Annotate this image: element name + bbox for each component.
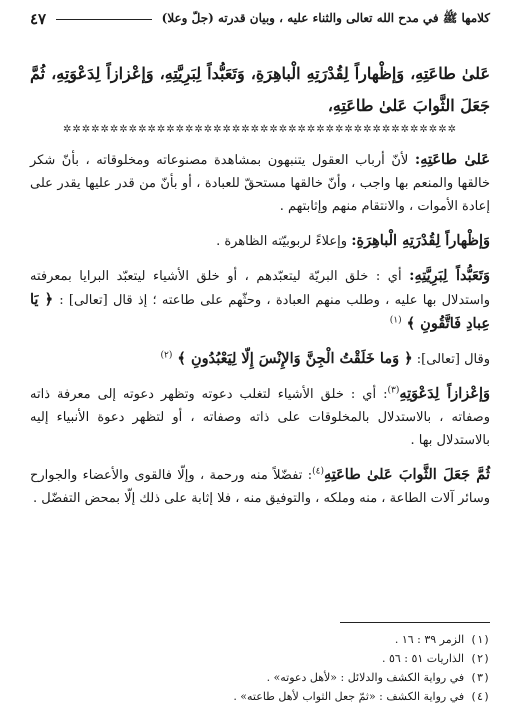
paragraph-text: : تفضّلاً منه ورحمة ، وإلّا فالقوى والأعضاء والجوارح وسائر آلات الطاعة ، منه وملكه ، والتوفيق منه ، فلا إثابة على ذلك إلّا بمحض التفضّل . <box>30 468 490 506</box>
paragraph <box>30 148 490 218</box>
footnote <box>30 668 490 687</box>
paragraph-lead: وَتَعَبُّداً لِبَرِيَّتِهِ: <box>409 267 490 284</box>
footnote <box>30 630 490 649</box>
footnote-ref[interactable]: (٢) <box>160 350 173 361</box>
paragraph-lead: ثُمَّ جَعَلَ الثَّوابَ عَلىٰ طاعَتِهِ <box>324 466 490 483</box>
footnote-number: (٣) <box>470 671 490 684</box>
paragraph-text: : أي : خلق الأشياء لتغلب دعوته وتظهر دعوته إلى معرفة ذاته وصفاته ، بالاستدلال بالمخلوقات على ذاته وصفاته ، أو لتظهر دعوة الأنبياء إليه بالاستدلال بها . <box>30 387 490 448</box>
paragraph-lead: وَإظْهاراً لِقُدْرَتِهِ الْباهِرَةِ: <box>351 232 490 249</box>
footnote-ref[interactable]: (٣) <box>387 385 400 396</box>
paragraph-text: أي : خلق البريّة ليتعبّدهم ، أو خلق الأشياء ليتعبّد البرايا بمعرفته واستدلال بها عليه ، وطلب منهم العبادة ، وحثّهم على طاعته ؛ إذ قال [تعالى] : <box>30 269 491 308</box>
paragraph-text: وقال [تعالى]: <box>412 352 490 367</box>
footnote-number: (٢) <box>470 652 490 665</box>
header-title: كلامها ﷺ في مدح الله تعالى والثناء عليه ، وبيان قدرته (جلّ وعلا) <box>161 10 490 25</box>
paragraph <box>30 264 490 336</box>
footnote-ref[interactable]: (٤) <box>312 466 324 477</box>
paragraph-lead: وَإعْزازاً لِدَعْوَتِهِ <box>399 385 490 402</box>
footnote-text: الزمر ٣٩ : ١٦ . <box>394 633 465 646</box>
page-number: ٤٧ <box>30 10 47 28</box>
quran-verse: ﴿ يَا عِبادِ فَاتَّقُونِ ﴾ <box>30 291 490 332</box>
footnote-number: (٤) <box>470 690 490 703</box>
footnote <box>30 649 490 668</box>
running-header <box>30 8 490 30</box>
paragraph <box>30 347 490 371</box>
footnote-number: (١) <box>470 633 490 646</box>
paragraph <box>30 463 490 510</box>
footnote <box>30 687 490 706</box>
main-text: عَلىٰ طاعَتِهِ، وَإظْهاراً لِقُدْرَتِهِ الْباهِرَةِ، وَتَعَبُّداً لِبَرِيَّتِهِ، وَإعْزازاً لِدَعْوَتِهِ، ثُمَّ جَعَلَ الثَّوابَ عَلىٰ طاعَتِهِ، <box>30 64 491 115</box>
footnote-text: في رواية الكشف : «ثمّ جعل الثواب لأهل طاعته» . <box>233 690 465 703</box>
footnotes <box>30 630 490 706</box>
paragraph <box>30 229 490 253</box>
separator: ✲✲✲✲✲✲✲✲✲✲✲✲✲✲✲✲✲✲✲✲✲✲✲✲✲✲✲✲✲✲✲✲✲✲✲✲✲✲✲✲✲✲ <box>63 124 457 135</box>
quran-verse: ﴿ وَما خَلَقْتُ الْجِنَّ وَالإِنْسَ إِلّا لِيَعْبُدُونِ ﴾ <box>172 350 413 367</box>
commentary <box>30 148 490 521</box>
header-rule <box>56 19 152 20</box>
footnote-text: الذاريات ٥١ : ٥٦ . <box>381 652 465 665</box>
paragraph <box>30 382 490 452</box>
paragraph-lead: عَلىٰ طاعَتِهِ: <box>414 151 491 168</box>
footnote-ref[interactable]: (١) <box>389 315 402 326</box>
paragraph-text: وإعلاءً لربوبيّته الظاهرة . <box>216 234 352 249</box>
footnote-text: في رواية الكشف والدلائل : «لأهل دعوته» . <box>266 671 465 684</box>
paragraph-text: لأنّ أرباب العقول يتنبهون بمشاهدة مصنوعاته ومخلوقاته ، بأنّ شكر خالقها والمنعم بها واجب ، وأنّ خالقها مستحقّ للعبادة ، أو بأنّ من قدر عليها يقدر على إعادة الأموات ، والانتقام منهم وإثابتهم . <box>30 153 490 214</box>
footnote-rule <box>340 622 490 623</box>
